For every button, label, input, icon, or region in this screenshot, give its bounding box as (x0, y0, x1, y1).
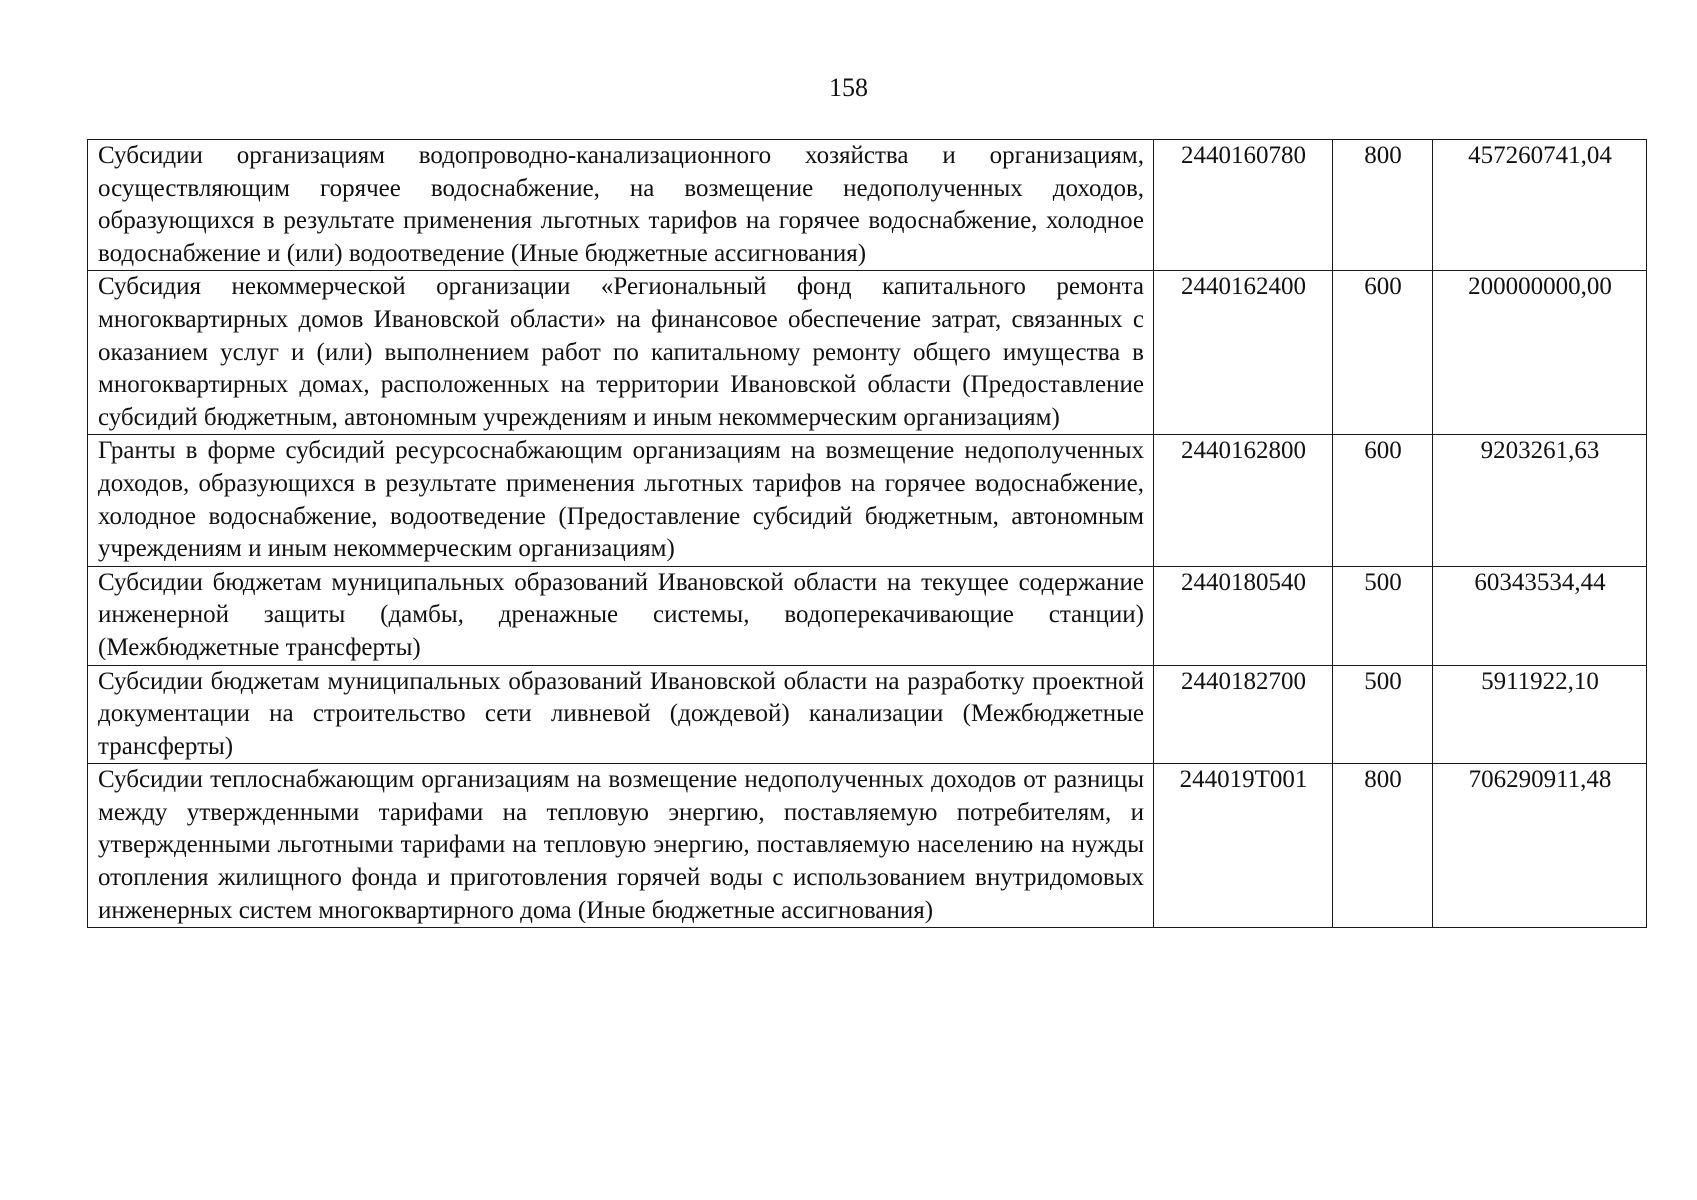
row-description: Субсидии теплоснабжающим организациям на возмещение недополученных доходов от разницы между утвержденными тарифами на тепловую энергию, поставляемую потребителям, и утвержденными льготными тарифами на тепловую энергию, поставляемую населению на нужды отопления жилищного фонда и приготовления горячей воды с использованием внутридомовых инженерных систем многоквартирного дома (Иные бюджетные ассигнования) (88, 764, 1154, 928)
row-amount: 200000000,00 (1433, 271, 1647, 435)
table-row (88, 764, 1647, 928)
row-amount: 60343534,44 (1433, 566, 1647, 665)
page-number: 158 (829, 73, 868, 102)
row-expense-type: 600 (1333, 271, 1433, 435)
row-expense-type: 500 (1333, 566, 1433, 665)
row-expense-type: 600 (1333, 435, 1433, 566)
table-row (88, 271, 1647, 435)
row-target-code: 2440162800 (1154, 435, 1333, 566)
row-target-code: 244019Т001 (1154, 764, 1333, 928)
table-row (88, 140, 1647, 271)
row-target-code: 2440182700 (1154, 665, 1333, 764)
row-description: Гранты в форме субсидий ресурсоснабжающим организациям на возмещение недополученных доходов, образующихся в результате применения льготных тарифов на горячее водоснабжение, холодное водоснабжение, водоотведение (Предоставление субсидий бюджетным, автономным учреждениям и иным некоммерческим организациям) (88, 435, 1154, 566)
row-target-code: 2440162400 (1154, 271, 1333, 435)
row-description: Субсидии бюджетам муниципальных образований Ивановской области на текущее содержание инженерной защиты (дамбы, дренажные системы, водоперекачивающие станции) (Межбюджетные трансферты) (88, 566, 1154, 665)
row-expense-type: 500 (1333, 665, 1433, 764)
row-amount: 5911922,10 (1433, 665, 1647, 764)
row-expense-type: 800 (1333, 140, 1433, 271)
row-description: Субсидия некоммерческой организации «Региональный фонд капитального ремонта многоквартирных домов Ивановской области» на финансовое обеспечение затрат, связанных с оказанием услуг и (или) выполнением работ по капитальному ремонту общего имущества в многоквартирных домах, расположенных на территории Ивановской области (Предоставление субсидий бюджетным, автономным учреждениям и иным некоммерческим организациям) (88, 271, 1154, 435)
table-row (88, 435, 1647, 566)
row-description: Субсидии бюджетам муниципальных образований Ивановской области на разработку проектной документации на строительство сети ливневой (дождевой) канализации (Межбюджетные трансферты) (88, 665, 1154, 764)
row-amount: 9203261,63 (1433, 435, 1647, 566)
row-description: Субсидии организациям водопроводно-канализационного хозяйства и организациям, осуществляющим горячее водоснабжение, на возмещение недополученных доходов, образующихся в результате применения льготных тарифов на горячее водоснабжение, холодное водоснабжение и (или) водоотведение (Иные бюджетные ассигнования) (88, 140, 1154, 271)
table-row (88, 665, 1647, 764)
row-expense-type: 800 (1333, 764, 1433, 928)
row-amount: 706290911,48 (1433, 764, 1647, 928)
row-target-code: 2440160780 (1154, 140, 1333, 271)
budget-table (87, 139, 1647, 928)
row-target-code: 2440180540 (1154, 566, 1333, 665)
row-amount: 457260741,04 (1433, 140, 1647, 271)
table-row (88, 566, 1647, 665)
